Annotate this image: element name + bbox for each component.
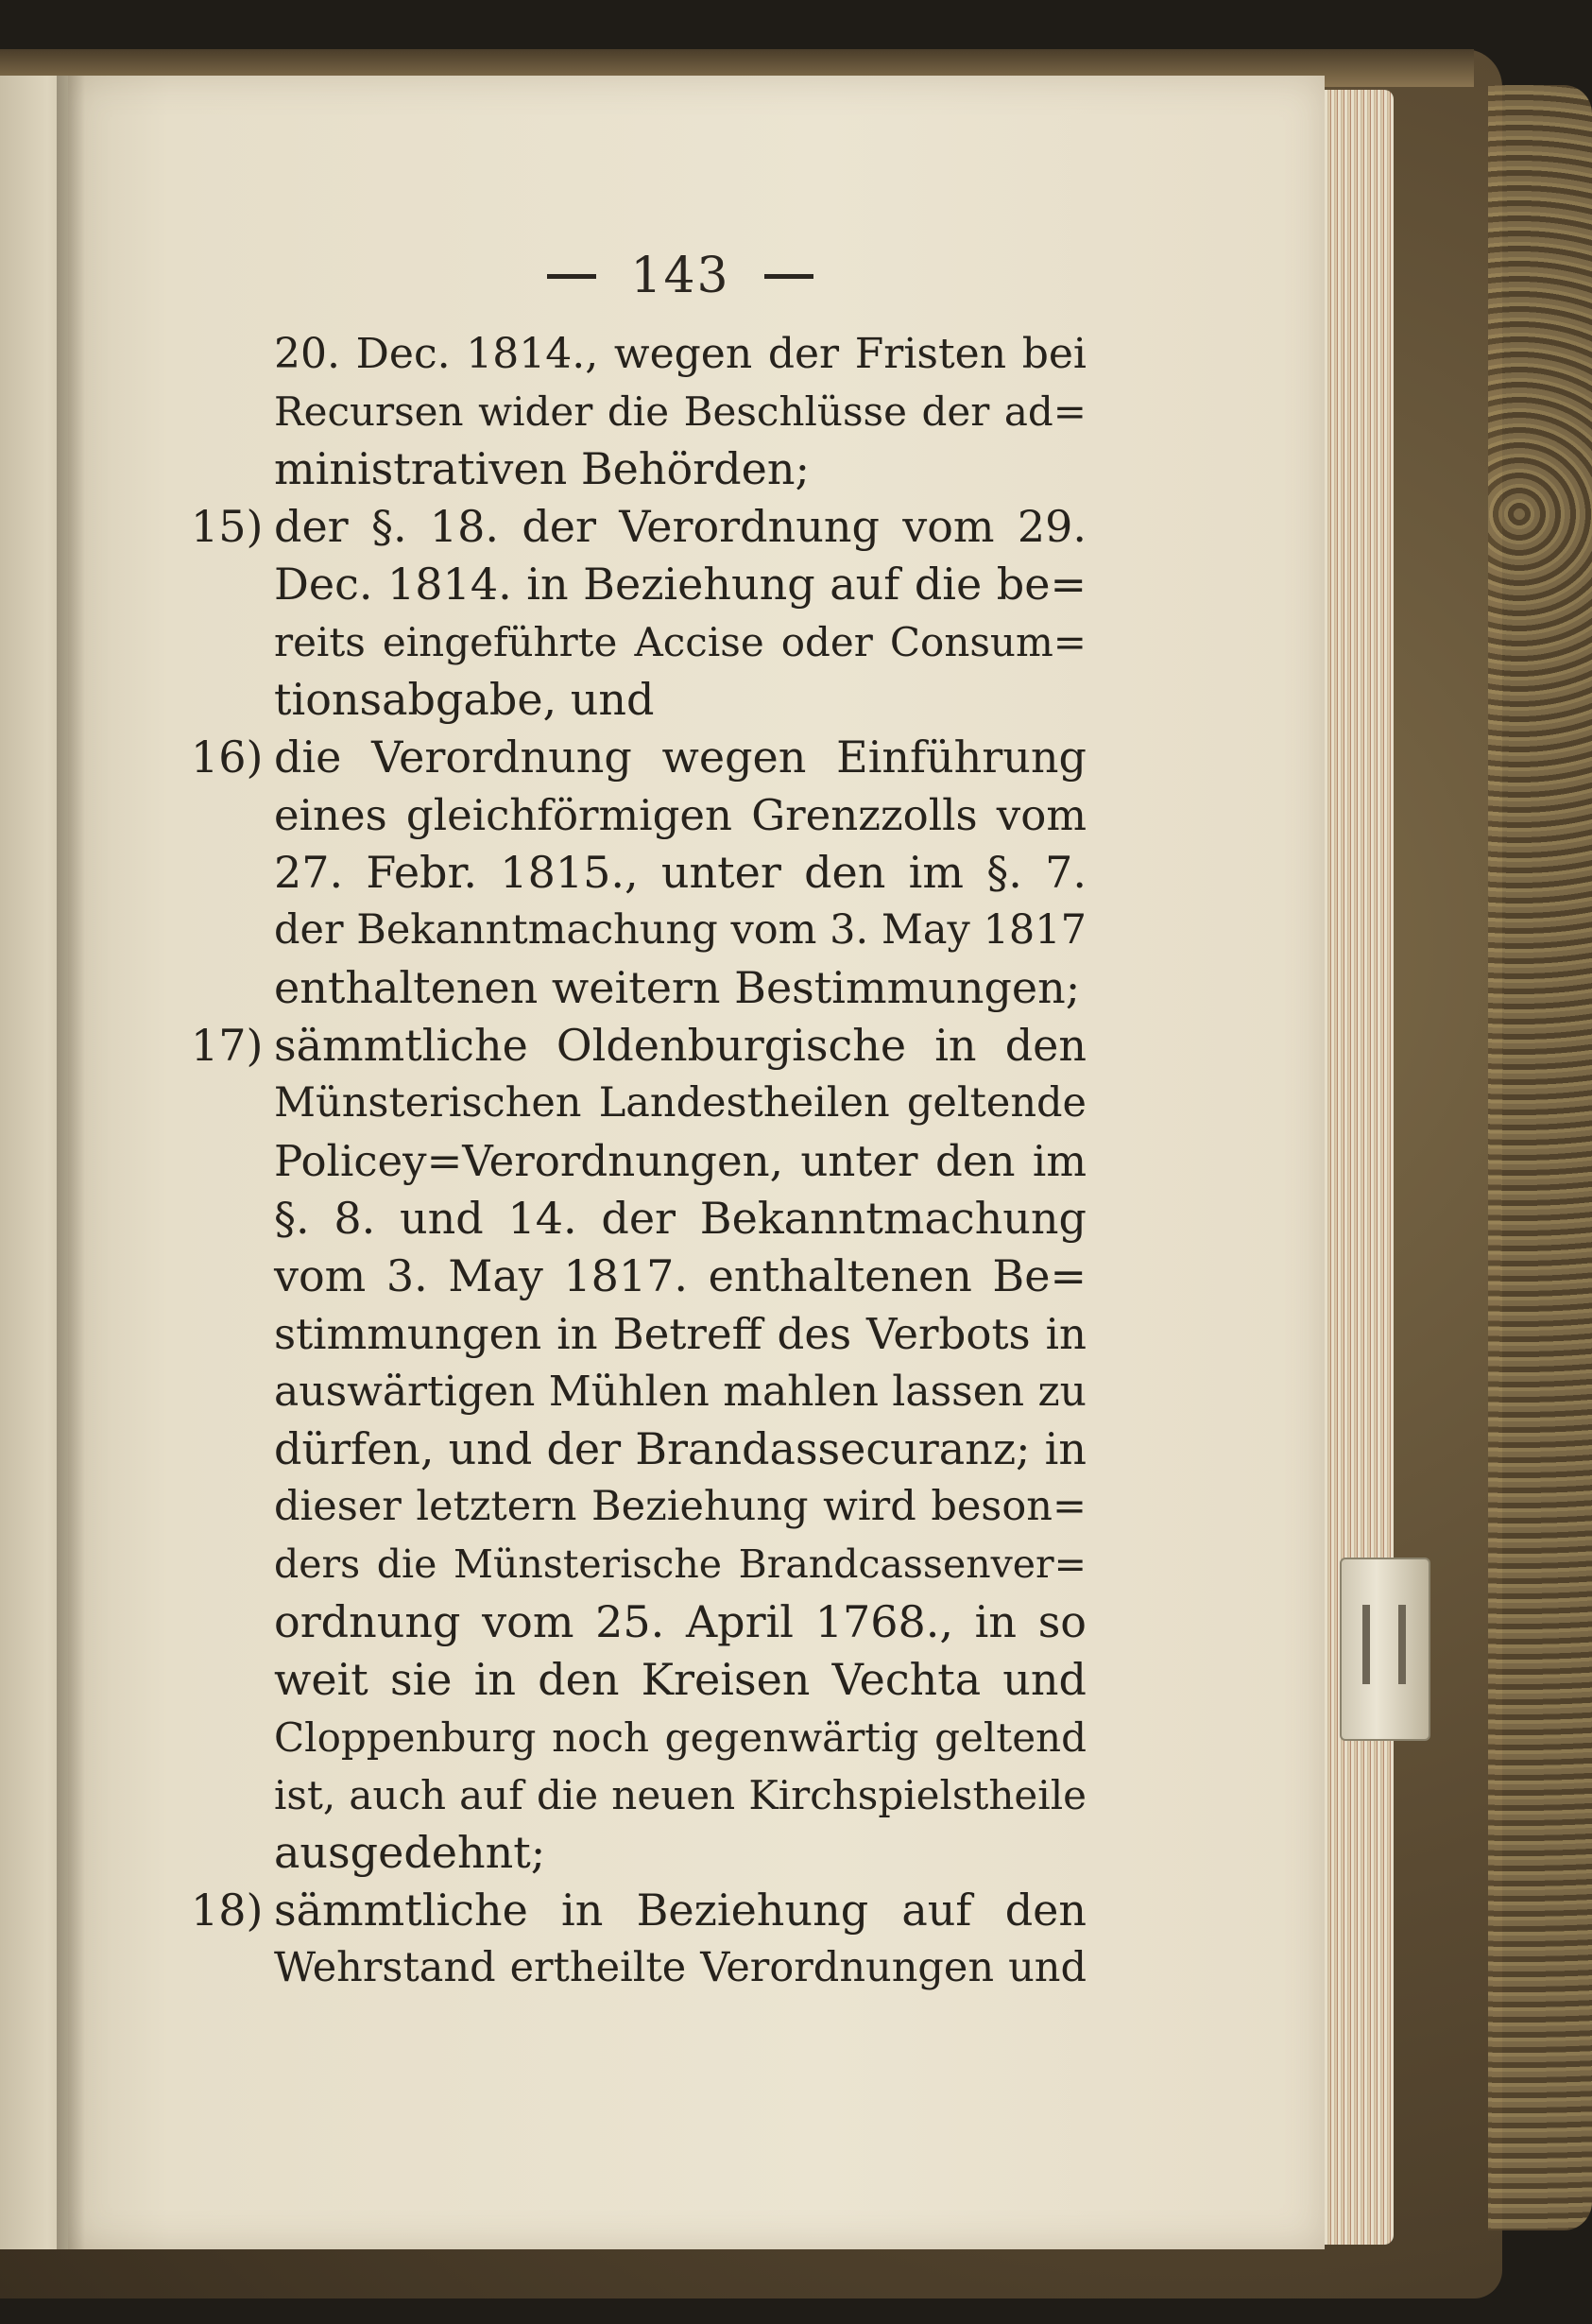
text-line: dürfen, und der Brandassecuranz; in xyxy=(274,1423,1087,1474)
text-line: weit sie in den Kreisen Vechta und xyxy=(274,1654,1087,1705)
text-line: 20. Dec. 1814., wegen der Fristen bei xyxy=(274,330,1087,378)
text-line: reits eingeführte Accise oder Consum= xyxy=(274,619,1087,665)
text-line: Münsterischen Landestheilen geltende xyxy=(274,1079,1087,1127)
text-line: ders die Münsterische Brandcassenver= xyxy=(274,1541,1087,1587)
text-line: Policey=Verordnungen, unter den im xyxy=(274,1136,1087,1186)
text-line: vom 3. May 1817. enthaltenen Be= xyxy=(274,1250,1087,1301)
page-header xyxy=(539,248,822,304)
text-line: enthaltenen weitern Bestimmungen; xyxy=(274,962,1081,1013)
text-line: tionsabgabe, und xyxy=(274,674,655,725)
text-line: Dec. 1814. in Beziehung auf die be= xyxy=(274,559,1087,610)
header-dash-left xyxy=(547,274,596,279)
text-line: Wehrstand ertheilte Verordnungen und xyxy=(274,1944,1087,1991)
text-line: sämmtliche Oldenburgische in den xyxy=(274,1020,1087,1071)
text-line: 27. Febr. 1815., unter den im §. 7. xyxy=(274,847,1087,898)
continuation-paragraph xyxy=(274,325,1087,498)
gutter-shadow xyxy=(57,76,85,2249)
text-line: sämmtliche in Beziehung auf den xyxy=(274,1885,1087,1936)
text-line: ausgedehnt; xyxy=(274,1827,546,1878)
text-line: eines gleichförmigen Grenzzolls vom xyxy=(274,790,1087,840)
text-line: auswärtigen Mühlen mahlen lassen zu xyxy=(274,1368,1087,1416)
bookmark-tab-mark xyxy=(1362,1605,1406,1684)
text-line: ist, auch auf die neuen Kirchspielstheile xyxy=(274,1772,1087,1818)
bookmark-tab[interactable] xyxy=(1340,1558,1430,1741)
text-line: Recursen wider die Beschlüsse der ad= xyxy=(274,388,1087,435)
page-edges xyxy=(1318,90,1394,2245)
item-number: 17) xyxy=(191,1020,264,1071)
page-body xyxy=(191,325,1087,1997)
text-line: ministrativen Behörden; xyxy=(274,443,810,494)
text-line: der §. 18. der Verordnung vom 29. xyxy=(274,501,1087,552)
text-line: der Bekanntmachung vom 3. May 1817 xyxy=(274,906,1087,954)
list-item-17 xyxy=(191,1017,1087,1882)
list-item-16 xyxy=(191,729,1087,1017)
text-line: ordnung vom 25. April 1768., in so xyxy=(274,1596,1087,1647)
header-dash-right xyxy=(764,274,813,279)
marbled-cover-edge xyxy=(1488,85,1592,2230)
item-number: 15) xyxy=(191,501,264,552)
list-item-18 xyxy=(191,1882,1087,1997)
item-number: 16) xyxy=(191,732,264,783)
text-line: die Verordnung wegen Einführung xyxy=(274,732,1087,783)
list-item-15 xyxy=(191,498,1087,729)
item-number: 18) xyxy=(191,1885,264,1936)
page-number: 143 xyxy=(630,248,730,304)
text-line: stimmungen in Betreff des Verbots in xyxy=(274,1309,1087,1359)
text-line: §. 8. und 14. der Bekanntmachung xyxy=(274,1193,1087,1244)
text-line: Cloppenburg noch gegenwärtig geltend xyxy=(274,1714,1087,1761)
text-line: dieser letztern Beziehung wird beson= xyxy=(274,1483,1087,1530)
